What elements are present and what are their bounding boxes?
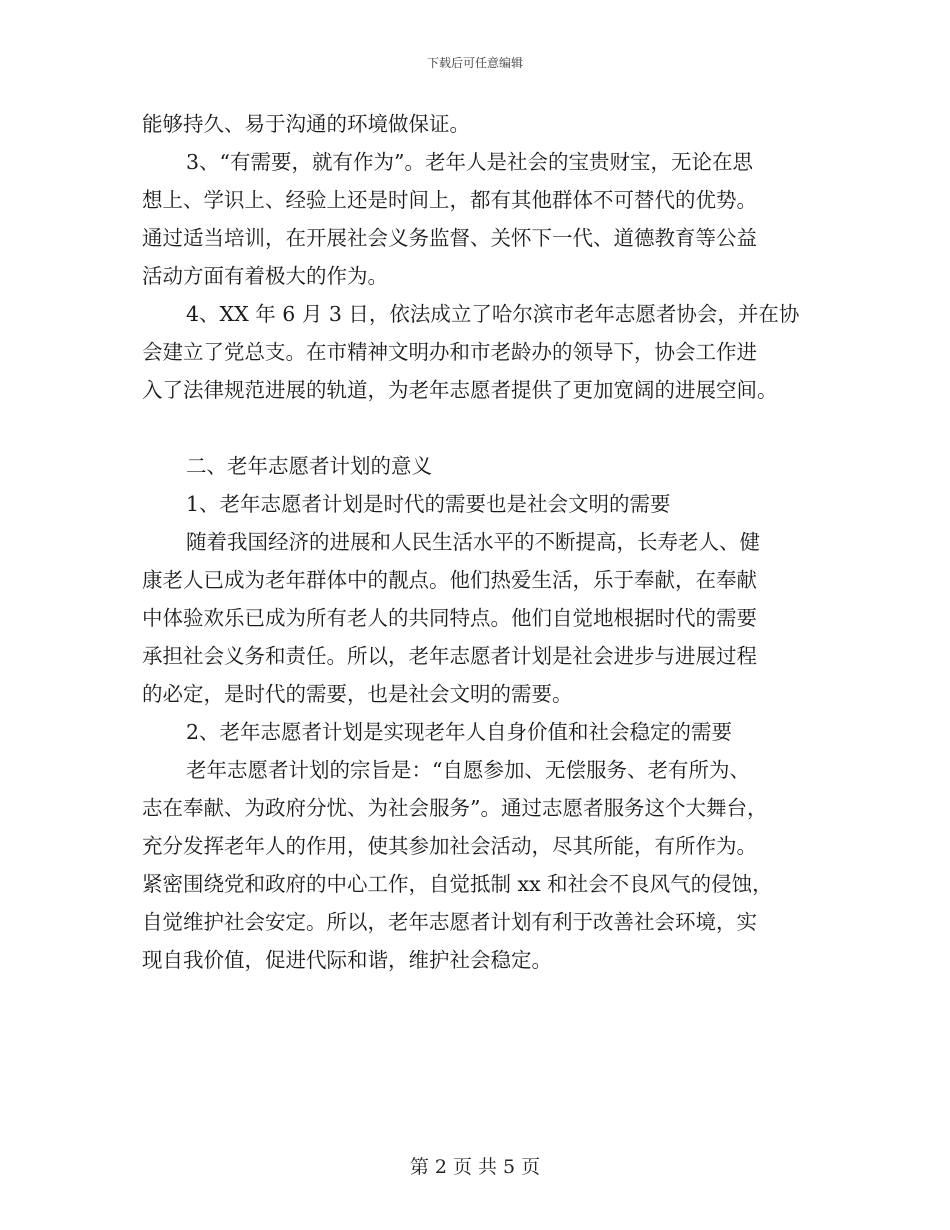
paragraph-line: 康老人已成为老年群体中的靓点。他们热爱生活，乐于奉献，在奉献 bbox=[142, 568, 757, 592]
page-header-note: 下载后可任意编辑 bbox=[426, 56, 523, 70]
paragraph-line: 能够持久、易于沟通的环境做保证。 bbox=[142, 112, 470, 136]
paragraph-line: 的必定，是时代的需要，也是社会文明的需要。 bbox=[142, 682, 573, 706]
paragraph-line: 3、“有需要，就有作为”。老年人是社会的宝贵财宝，无论在思 bbox=[186, 150, 754, 174]
paragraph-line: 现自我价值，促进代际和谐，维护社会稳定。 bbox=[142, 948, 552, 972]
paragraph-line: 想上、学识上、经验上还是时间上，都有其他群体不可替代的优势。 bbox=[142, 188, 757, 212]
paragraph-line: 紧密围绕党和政府的中心工作，自觉抵制 xx 和社会不良风气的侵蚀， bbox=[142, 872, 773, 896]
paragraph-gap bbox=[142, 409, 812, 447]
section-heading: 二、老年志愿者计划的意义 bbox=[186, 454, 432, 478]
paragraph-line: 会建立了党总支。在市精神文明办和市老龄办的领导下，协会工作进 bbox=[142, 340, 757, 364]
paragraph-line: 随着我国经济的进展和人民生活水平的不断提高，长寿老人、健 bbox=[186, 530, 760, 554]
paragraph-line: 中体验欢乐已成为所有老人的共同特点。他们自觉地根据时代的需要 bbox=[142, 606, 757, 630]
paragraph-line: 入了法律规范进展的轨道，为老年志愿者提供了更加宽阔的进展空间。 bbox=[142, 378, 778, 402]
paragraph-line: 志在奉献、为政府分忧、为社会服务”。通过志愿者服务这个大舞台， bbox=[142, 796, 768, 820]
paragraph-line: 承担社会义务和责任。所以，老年志愿者计划是社会进步与进展过程 bbox=[142, 644, 757, 668]
document-body bbox=[142, 105, 812, 979]
page-number: 第 2 页 共 5 页 bbox=[409, 1156, 541, 1178]
paragraph-line: 通过适当培训，在开展社会义务监督、关怀下一代、道德教育等公益 bbox=[142, 226, 757, 250]
paragraph-line: 活动方面有着极大的作为。 bbox=[142, 264, 388, 288]
paragraph-line: 充分发挥老年人的作用，使其参加社会活动，尽其所能，有所作为。 bbox=[142, 834, 757, 858]
subsection-heading: 1、老年志愿者计划是时代的需要也是社会文明的需要 bbox=[186, 492, 671, 516]
paragraph-line: 老年志愿者计划的宗旨是：“自愿参加、无偿服务、老有所为、 bbox=[186, 758, 750, 782]
subsection-heading: 2、老年志愿者计划是实现老年人自身价值和社会稳定的需要 bbox=[186, 720, 733, 744]
paragraph-line: 自觉维护社会安定。所以，老年志愿者计划有利于改善社会环境，实 bbox=[142, 910, 757, 934]
paragraph-line: 4、XX 年 6 月 3 日，依法成立了哈尔滨市老年志愿者协会，并在协 bbox=[186, 302, 800, 326]
